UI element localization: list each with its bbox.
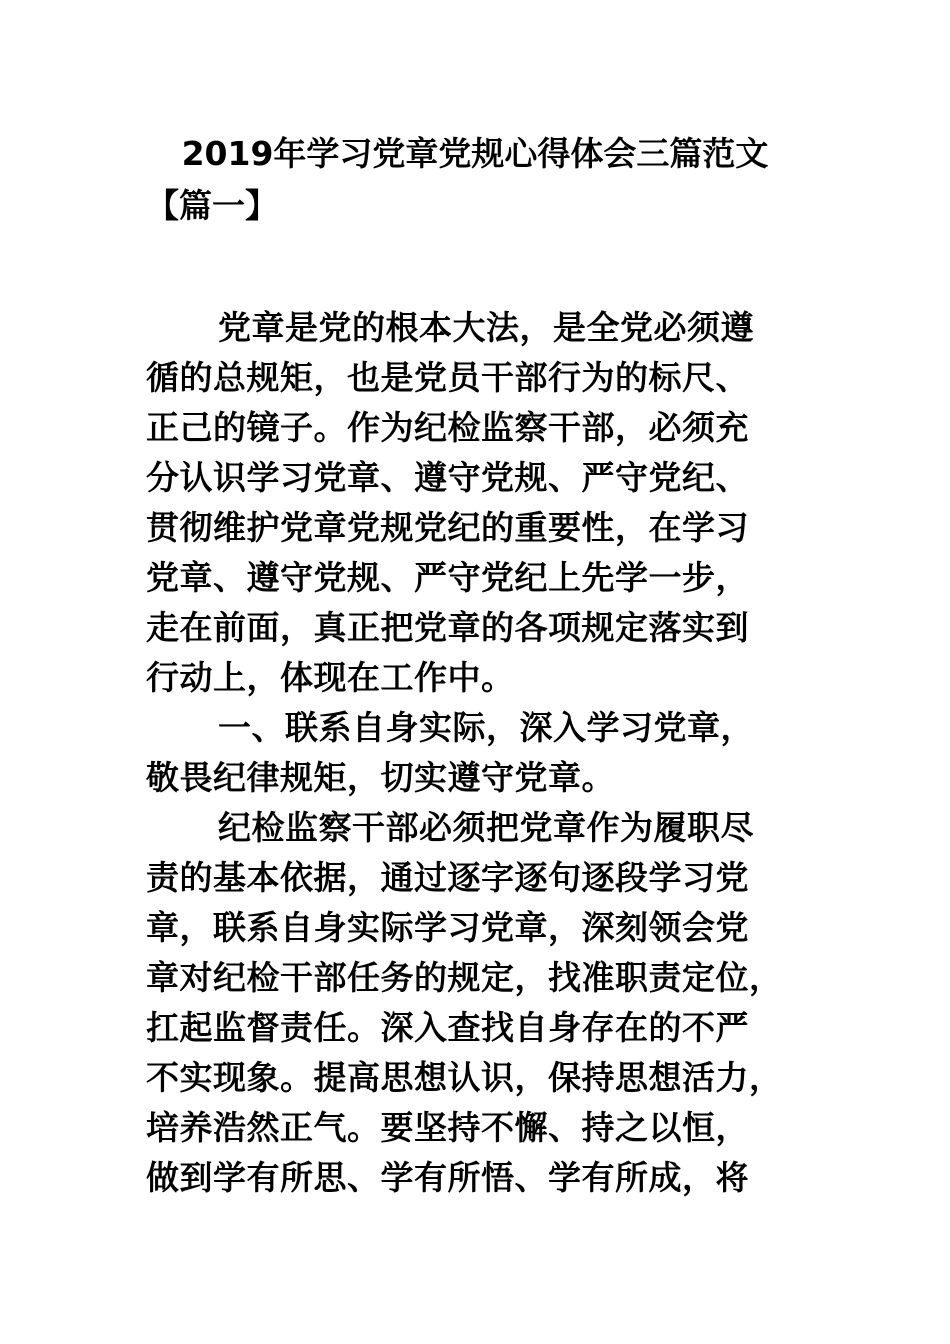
- paragraph-line: 走在前面，真正把党章的各项规定落实到: [146, 608, 749, 647]
- document-title: 2019年学习党章党规心得体会三篇范文: [181, 134, 769, 173]
- paragraph-line: 扛起监督责任。深入查找自身存在的不严: [146, 1008, 749, 1047]
- paragraph-line: 章，联系自身实际学习党章，深刻领会党: [146, 908, 749, 947]
- paragraph-line: 党章是党的根本大法，是全党必须遵: [218, 308, 754, 347]
- section-subheading-line: 一、联系自身实际，深入学习党章，: [218, 708, 754, 747]
- paragraph-line: 做到学有所思、学有所悟、学有所成，将: [146, 1158, 749, 1197]
- paragraph-line: 不实现象。提高思想认识，保持思想活力，: [146, 1058, 783, 1097]
- paragraph-line: 培养浩然正气。要坚持不懈、持之以恒，: [146, 1108, 749, 1147]
- paragraph-line: 循的总规矩，也是党员干部行为的标尺、: [146, 358, 749, 397]
- paragraph-line: 行动上，体现在工作中。: [146, 658, 515, 697]
- paragraph-line: 贯彻维护党章党规党纪的重要性，在学习: [146, 508, 749, 547]
- section-subheading-line: 敬畏纪律规矩，切实遵守党章。: [146, 758, 615, 797]
- paragraph-line: 章对纪检干部任务的规定，找准职责定位，: [146, 958, 783, 997]
- paragraph-line: 党章、遵守党规、严守党纪上先学一步，: [146, 558, 749, 597]
- paragraph-line: 纪检监察干部必须把党章作为履职尽: [218, 808, 754, 847]
- paragraph-line: 正己的镜子。作为纪检监察干部，必须充: [146, 408, 749, 447]
- paragraph-line: 责的基本依据，通过逐字逐句逐段学习党: [146, 858, 749, 897]
- section-heading: 【篇一】: [146, 186, 278, 225]
- paragraph-line: 分认识学习党章、遵守党规、严守党纪、: [146, 458, 749, 497]
